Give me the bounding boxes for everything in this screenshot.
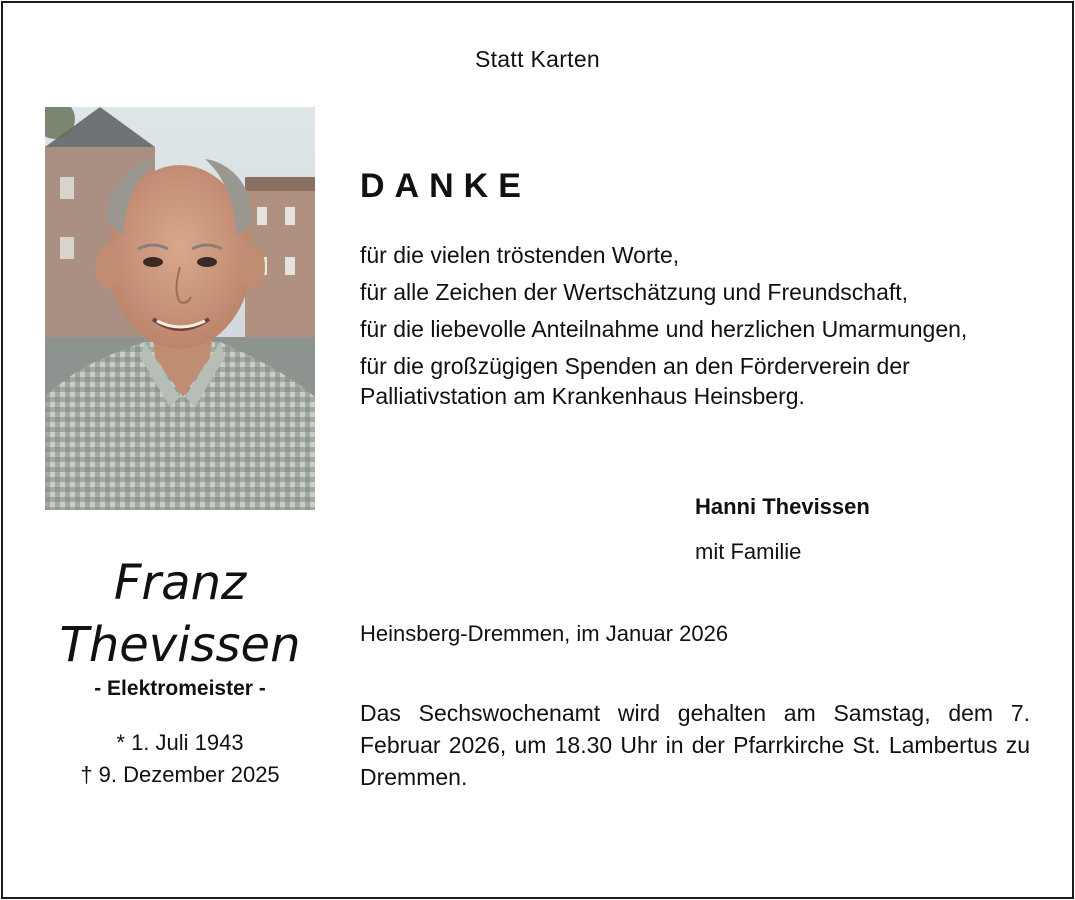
thanks-reason: für die liebevolle Anteilnahme und herzlichen Umarmungen, (360, 316, 968, 342)
statt-karten-header: Statt Karten (474, 46, 601, 72)
birth-date: * 1. Juli 1943 (116, 730, 244, 755)
deceased-profession: - Elektromeister - (94, 677, 266, 700)
deceased-first-name: Franz (113, 555, 247, 611)
signer-family: mit Familie (695, 539, 802, 564)
thanks-reason: für alle Zeichen der Wertschätzung und Freundschaft, (360, 279, 909, 305)
service-notice: Das Sechswochenamt wird gehalten am Samstag, dem 7. Februar 2026, um 18.30 Uhr in der Pfarrkirche St. Lambertus zu Dremmen. (360, 700, 1030, 790)
place-date: Heinsberg-Dremmen, im Januar 2026 (360, 621, 729, 646)
thanks-reason: für die vielen tröstenden Worte, (360, 242, 680, 268)
death-date: † 9. Dezember 2025 (80, 762, 280, 787)
thanks-reason: für die großzügigen Spenden an den Förderverein der Palliativstation am Krankenhaus Heinsberg. (360, 353, 910, 409)
thanks-heading: DANKE (360, 167, 531, 205)
thanks-reasons-list (360, 240, 1040, 418)
portrait-photo (45, 107, 315, 510)
signer-name: Hanni Thevissen (695, 494, 870, 519)
deceased-last-name: Thevissen (59, 617, 301, 673)
